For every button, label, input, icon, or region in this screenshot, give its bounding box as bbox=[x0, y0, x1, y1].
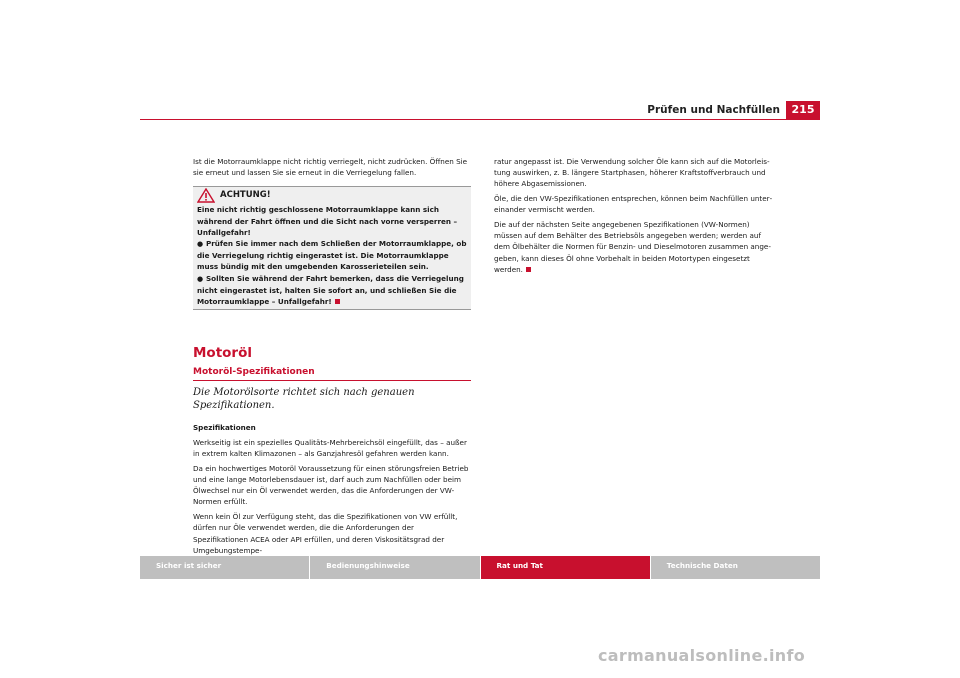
body-paragraph: Die auf der nächsten Seite angegebenen Spezifikationen (VW-Normen) müssen auf dem Behälter des Betriebsöls angegeben werden; werden auf dem Ölbehälter die Normen für Benzin- und Dieselmotoren zusammen angegeben, kann dieses Öl ohne Vorbehalt in beiden Motortypen eingesetzt werden. bbox=[494, 220, 771, 274]
body-paragraph: Wenn kein Öl zur Verfügung steht, das die Spezifikationen von VW erfüllt, dürfen nur Öle verwendet werden, die die Anforderungen der Spezifikationen ACEA oder API erfüllen, und deren Viskositätsgrad der Umgebungstempe- bbox=[193, 512, 458, 555]
end-square-icon bbox=[335, 299, 340, 304]
lead-text: Die Motorölsorte richtet sich nach genauen Spezifikationen. bbox=[193, 387, 415, 412]
warning-triangle-icon bbox=[197, 188, 215, 203]
tab-rat-und-tat[interactable]: Rat und Tat bbox=[481, 556, 650, 579]
right-column bbox=[494, 156, 779, 279]
warning-line: Eine nicht richtig geschlossene Motorraumklappe kann sich während der Fahrt öffnen und die Sicht nach vorne versperren – Unfallgefahr! bbox=[197, 205, 458, 237]
subsection-title: Motoröl-Spezifikationen bbox=[193, 366, 471, 381]
warning-header bbox=[197, 187, 467, 204]
body-paragraph: Öle, die den VW-Spezifikationen entsprechen, können beim Nachfüllen untereinander vermischt werden. bbox=[494, 194, 773, 215]
tab-technische-daten[interactable]: Technische Daten bbox=[651, 556, 820, 579]
end-square-icon bbox=[526, 267, 531, 272]
tab-bedienungshinweise[interactable]: Bedienungshinweise bbox=[310, 556, 479, 579]
body-paragraph: Werkseitig ist ein spezielles Qualitäts-Mehrbereichsöl eingefüllt, das – außer in extrem kalten Klimazonen – als Ganzjahresöl gefahren werden kann. bbox=[193, 437, 467, 459]
spec-heading: Spezifikationen bbox=[193, 423, 256, 433]
bullet-icon: ● bbox=[197, 274, 204, 283]
header-title: Prüfen und Nachfüllen bbox=[647, 104, 780, 116]
tab-sicher-ist-sicher[interactable]: Sicher ist sicher bbox=[140, 556, 309, 579]
intro-paragraph: Ist die Motorraumklappe nicht richtig verriegelt, nicht zudrücken. Öffnen Sie sie erneut und lassen Sie sie erneut in die Verriegelung fallen. bbox=[193, 157, 468, 178]
warning-box bbox=[193, 186, 471, 310]
page-number: 215 bbox=[786, 101, 820, 119]
warning-title: ACHTUNG! bbox=[220, 190, 271, 201]
body-paragraph: ratur angepasst ist. Die Verwendung solcher Öle kann sich auf die Motorleistung auswirken, z. B. längere Startphasen, höherer Kraftstoffverbrauch und höhere Abgasemissionen. bbox=[494, 157, 770, 189]
warning-bullet-item: ● Sollten Sie während der Fahrt bemerken, dass die Verriegelung nicht eingerastet ist, halten Sie sofort an, und schließen Sie die Motorraumklappe – Unfallgefahr! bbox=[197, 273, 464, 307]
watermark: carmanualsonline.info bbox=[598, 646, 806, 665]
body-paragraph: Da ein hochwertiges Motoröl Voraussetzung für einen störungsfreien Betrieb und eine lange Motorlebensdauer ist, darf auch zum Nachfüllen oder beim Ölwechsel nur ein Öl verwendet werden, das die Anforderungen der VW-Normen erfüllt. bbox=[193, 463, 469, 507]
bullet-icon: ● bbox=[197, 240, 204, 249]
footer-tabs bbox=[140, 556, 820, 579]
warning-bullet-item: ● Prüfen Sie immer nach dem Schließen der Motorraumklappe, ob die Verriegelung richtig eingerastet ist. Die Motorraumklappe muss bündig mit den umgebenden Karosserieteilen sein. bbox=[197, 239, 467, 272]
left-column bbox=[193, 156, 471, 559]
section-title: Motoröl bbox=[193, 345, 252, 362]
header-rule bbox=[140, 119, 820, 120]
